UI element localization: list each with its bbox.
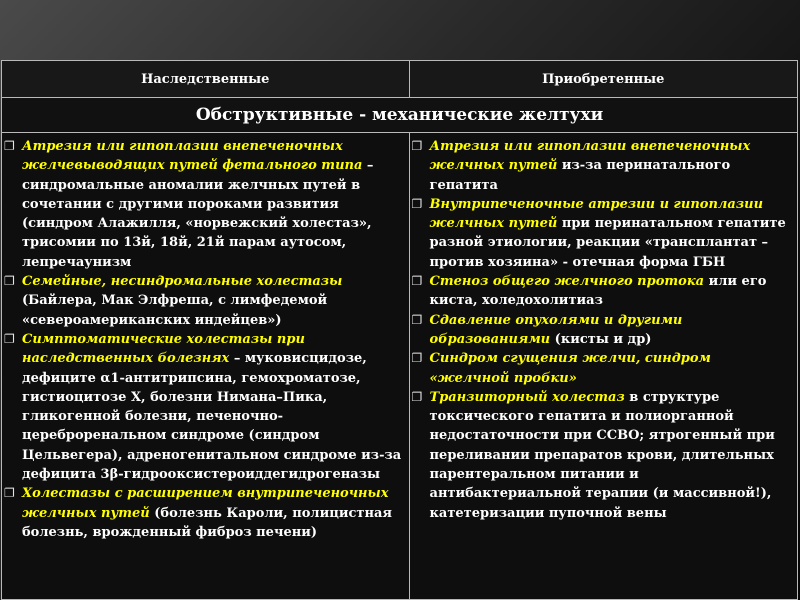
column-header-hereditary: Наследственные [2,61,410,98]
item-text: – муковисцидозе, дефиците α1-антитрипсина, гемохроматозе, гистиоцитозе Х, болезни Нимана–Пика, гликогенной болезни, печеночно-цереброренальном синдроме (синдром Цельвегера), адреногенитальном синдроме из-за дефицита 3β-гидрооксистероиддегидрогеназы [22,351,402,483]
checkbox-bullet-icon: ❐ [4,139,15,153]
list-item [412,388,793,523]
list-item [4,330,405,484]
item-highlight: Симптоматические холестазы при наследственных болезнях [22,331,305,367]
item-highlight: Атрезия или гипоплазии внепеченочных желчных путей [429,139,751,174]
checkbox-bullet-icon: ❐ [4,274,15,289]
item-text: в структуре токсического гепатита и полиорганной недостаточности при ССВО; ятрогенный при переливании препаратов крови, длительных парентеральном питании и антибактериальной терапии (и массивной!), катетеризации пупочной вены [429,389,775,521]
list-item [412,137,793,195]
list-item [4,484,405,542]
list-item [412,272,793,311]
checkbox-bullet-icon: ❐ [411,351,423,366]
item-text: при перинатальном гепатите разной этиологии, реакции «трансплантат – против хозяина» - отечная форма ГБН [429,216,786,270]
item-highlight: Внутрипеченочные атрезии и гипоплазии желчных путей [429,196,764,232]
list-item [4,137,405,272]
checkbox-bullet-icon: ❐ [411,312,423,327]
item-highlight: Семейные, несиндромальные холестазы [22,274,343,290]
item-text: – синдромальные аномалии желчных путей в сочетании с другими пороками развития (синдром Алажилля, «норвежский холестаз», трисомии по 13й, 18й, 21й парам аутосом, лепречаунизм [22,158,374,270]
item-highlight: Атрезия или гипоплазии внепеченочных желчевыводящих путей фетального типа [22,139,363,174]
checkbox-bullet-icon: ❐ [411,196,423,211]
checkbox-bullet-icon: ❐ [4,486,15,501]
hereditary-list [2,133,409,542]
item-highlight: Холестазы с расширением внутрипеченочных желчных путей [22,486,389,521]
checkbox-bullet-icon: ❐ [4,331,15,346]
list-item [412,349,793,388]
column-header-row [2,61,798,98]
item-text: (Байлера, Мак Элфреша, с лимфедемой «североамериканских индейцев») [22,293,328,328]
main-heading-row [2,98,798,133]
comparison-table [1,60,798,600]
checkbox-bullet-icon: ❐ [411,274,423,289]
item-text: из-за перинатального гепатита [429,158,731,193]
item-highlight: Синдром сгущения желчи, синдром «желчной пробки» [429,351,711,386]
main-heading: Обструктивные - механические желтухи [2,98,798,133]
acquired-list [410,133,797,523]
acquired-column [409,133,797,600]
item-text: (кисты и др) [550,331,652,347]
checkbox-bullet-icon: ❐ [411,139,423,153]
list-item [412,195,793,272]
item-highlight: Транзиторный холестаз [429,389,625,405]
item-highlight: Сдавление опухолями и другими образованиями [429,312,683,347]
item-text: (болезнь Кароли, полицистная болезнь, врожденный фиброз печени) [22,505,392,540]
item-text: или его киста, холедохолитиаз [429,274,767,309]
checkbox-bullet-icon: ❐ [411,389,423,404]
list-item [412,311,793,350]
content-row [2,133,798,600]
column-header-acquired: Приобретенные [409,61,797,98]
item-highlight: Стеноз общего желчного протока [429,274,705,290]
hereditary-column [2,133,410,600]
list-item [4,272,405,330]
